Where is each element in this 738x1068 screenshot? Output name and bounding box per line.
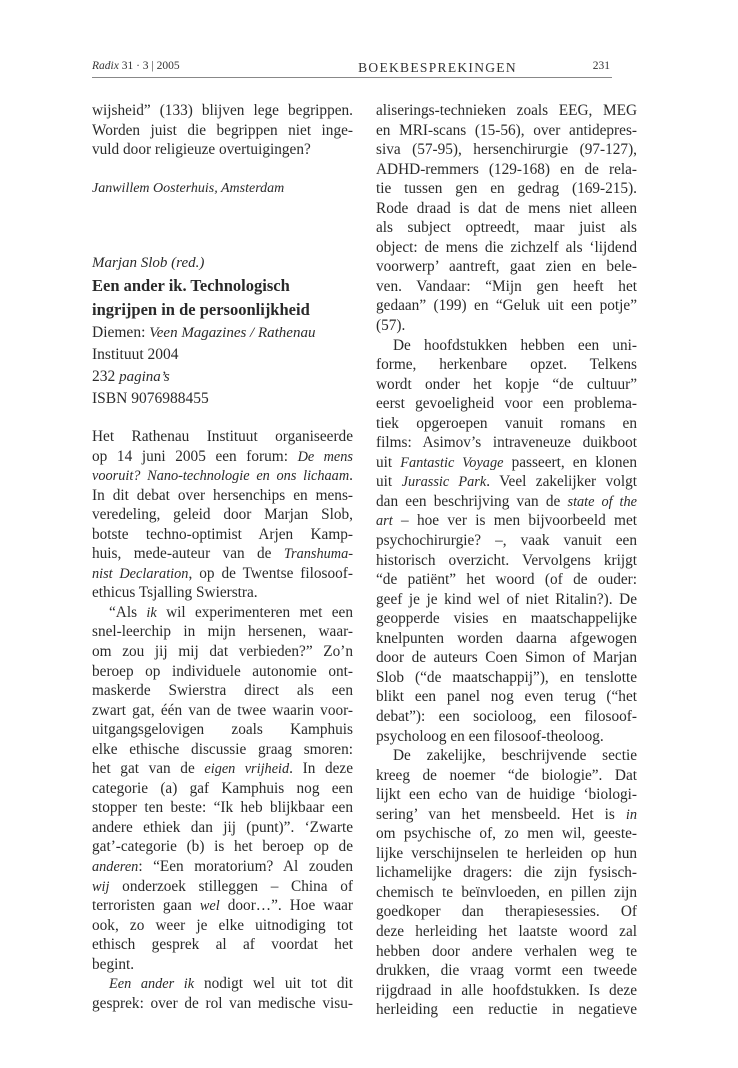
- book-publisher: [92, 322, 315, 344]
- text-line: [376, 687, 637, 707]
- italic-text: wij: [92, 878, 110, 895]
- book-publisher-line-2: Instituut 2004: [92, 346, 179, 363]
- text-line: [376, 257, 637, 277]
- text-segment: siva (57-95), hersenchirurgie (97-127),: [376, 141, 637, 159]
- text-line: [376, 883, 637, 903]
- previous-review-ending: [92, 101, 353, 160]
- text-segment: psycholoog en een filosoof-theoloog.: [376, 727, 604, 745]
- text-line: [376, 316, 637, 336]
- text-segment: maskerde Swierstra direct als een: [92, 682, 353, 700]
- text-line: [92, 525, 353, 545]
- text-segment: gedaan” (199) en “Geluk uit een potje”: [376, 297, 637, 315]
- text-line: [376, 199, 637, 219]
- text-segment: herleiding een reductie in negatieve: [376, 1001, 637, 1019]
- italic-text: De mens: [297, 448, 353, 465]
- text-line: [376, 551, 637, 571]
- text-line: [376, 433, 637, 453]
- text-line: [376, 590, 637, 610]
- italic-text: in: [625, 806, 637, 823]
- text-segment: kreeg de noemer “de biologie”. Dat: [376, 766, 637, 784]
- text-line: [92, 642, 353, 662]
- text-line: [376, 1000, 637, 1020]
- text-line: [376, 668, 637, 688]
- text-line: [92, 818, 353, 838]
- text-line: [376, 863, 637, 883]
- text-segment: . In deze: [289, 760, 353, 778]
- text-line: [376, 648, 637, 668]
- text-line: [92, 583, 353, 603]
- text-line: [376, 511, 637, 531]
- text-line: [92, 140, 353, 160]
- text-line: [376, 453, 637, 473]
- text-line: [376, 375, 637, 395]
- book-title-line-1: Een ander ik. Technologisch: [92, 276, 290, 295]
- text-segment: door de auteurs Coen Simon of Marjan: [376, 649, 637, 667]
- text-segment: chemisch te beïnvloeden, en pillen zijn: [376, 883, 637, 901]
- header-rule: [92, 77, 612, 78]
- text-line: [376, 394, 637, 414]
- text-line: [92, 603, 353, 623]
- text-segment: andere ethiek dan jij (punt)”. ‘Zwarte: [92, 818, 353, 836]
- text-segment: : “Een moratorium? Al zouden: [138, 858, 353, 876]
- text-line: [376, 707, 637, 727]
- text-line: [92, 622, 353, 642]
- book-isbn: ISBN 9076988455: [92, 390, 209, 407]
- text-segment: debat”): een socioloog, een filosoof-: [376, 707, 637, 725]
- text-line: [92, 662, 353, 682]
- paragraph: [92, 603, 353, 974]
- book-editor: Marjan Slob (red.): [92, 255, 205, 271]
- text-segment: eerst gevoeligheid voor een problema-: [376, 395, 637, 413]
- text-line: [376, 805, 637, 825]
- text-segment: ADHD-remmers (129-168) en de rela-: [376, 160, 637, 178]
- text-line: [376, 824, 637, 844]
- text-segment: wil experimenteren met een: [156, 603, 353, 621]
- text-segment: ethicus Tsjalling Swierstra.: [92, 584, 258, 602]
- text-line: [92, 466, 353, 486]
- text-line: [376, 472, 637, 492]
- text-segment: tiek opgeroepen vanuit romans en: [376, 414, 637, 432]
- text-segment: Slob (“de maatschappij”), en tenslotte: [376, 668, 637, 686]
- paragraph: [376, 101, 637, 336]
- text-line: [92, 857, 353, 877]
- text-segment: knelpunten worden daarna afgewogen: [376, 629, 637, 647]
- pages-label: pagina’s: [119, 369, 170, 385]
- text-segment: geopperde visies en maatschappelijke: [376, 610, 637, 628]
- text-segment: aliserings-technieken zoals EEG, MEG: [376, 102, 637, 119]
- text-segment: .: [349, 467, 353, 485]
- text-segment: ook, zo weer je elke uitnodiging tot: [92, 916, 353, 934]
- text-segment: het gat van de: [92, 760, 205, 778]
- text-line: [376, 785, 637, 805]
- text-line: [376, 570, 637, 590]
- text-line: [92, 544, 353, 564]
- text-segment: beroep op individuele autonomie ont-: [92, 662, 353, 680]
- text-segment: terroristen gaan: [92, 897, 200, 915]
- text-line: [376, 902, 637, 922]
- italic-text: ik: [146, 604, 157, 621]
- text-line: [92, 701, 353, 721]
- text-segment: als subject optreedt, maar juist als: [376, 219, 637, 237]
- text-segment: onderzoek stilleggen – China of: [109, 877, 353, 895]
- text-segment: tie tussen gen en gedrag (169-215).: [376, 180, 637, 198]
- text-line: [376, 160, 637, 180]
- text-segment: voorwerp’ aantreft, gaat zien en bele-: [376, 258, 637, 276]
- text-line: [92, 935, 353, 955]
- text-line: [92, 974, 353, 994]
- text-line: [92, 121, 353, 141]
- journal-name: Radix: [92, 60, 119, 72]
- text-line: [92, 955, 353, 975]
- text-segment: door…”. Hoe waar: [219, 897, 353, 915]
- text-line: [92, 896, 353, 916]
- text-line: [376, 355, 637, 375]
- text-line: [376, 766, 637, 786]
- text-segment: ethisch gesprek al af voordat het: [92, 936, 353, 954]
- text-segment: gat’-categorie (b) is het beroep op de: [92, 838, 353, 856]
- review-body-left-column: [92, 427, 353, 1013]
- text-segment: uit: [376, 473, 402, 491]
- text-segment: lichamelijke dragers: die zijn fysisch-: [376, 864, 637, 882]
- text-segment: films: Asimov’s intraveneuze duikboot: [376, 434, 637, 452]
- paragraph: [376, 336, 637, 746]
- text-segment: object: de mens die zichzelf als ‘lijdend: [376, 238, 637, 256]
- page-number: 231: [592, 60, 610, 72]
- text-line: [92, 779, 353, 799]
- text-segment: De zakelijke, beschrijvende sectie: [393, 747, 637, 765]
- publisher-name: Veen Magazines / Rathenau: [149, 325, 316, 341]
- text-segment: drukken, die vraag vormt een tweede: [376, 962, 637, 980]
- text-line: [92, 916, 353, 936]
- text-segment: uit: [376, 453, 401, 471]
- text-line: [376, 238, 637, 258]
- pages-count: 232: [92, 368, 120, 385]
- italic-text: wel: [199, 898, 220, 915]
- review-signature: Janwillem Oosterhuis, Amsterdam: [92, 181, 285, 196]
- italic-text: Fantastic Voyage: [400, 454, 504, 471]
- text-line: [376, 629, 637, 649]
- paragraph: [92, 101, 353, 160]
- text-segment: sering’ van het mensbeeld. Het is: [376, 805, 626, 823]
- text-segment: Het Rathenau Instituut organiseerde: [92, 428, 353, 445]
- text-line: [376, 727, 637, 747]
- text-line: [376, 981, 637, 1001]
- text-line: [376, 277, 637, 297]
- text-line: [376, 296, 637, 316]
- text-segment: – hoe ver is men bijvoorbeeld met: [392, 512, 637, 530]
- text-segment: In dit debat over hersenchips en mens-: [92, 486, 353, 504]
- text-segment: lijkt een echo van de huidige ‘biologi-: [376, 786, 637, 804]
- text-line: [376, 922, 637, 942]
- italic-text: vooruit? Nano-technologie en ons lichaam: [92, 468, 350, 485]
- text-segment: lijke verschijnselen te herleiden op hun: [376, 844, 637, 862]
- text-segment: nodigt wel uit tot dit: [194, 975, 353, 993]
- text-segment: botste techno-optimist Arjen Kamp-: [92, 525, 353, 543]
- text-segment: veredeling, geleid door Marjan Slob,: [92, 506, 353, 524]
- italic-text: state of the: [567, 493, 638, 510]
- text-line: [376, 140, 637, 160]
- text-segment: hebben door andere verhalen weg te: [376, 942, 637, 960]
- text-line: [376, 746, 637, 766]
- text-segment: dan een beschrijving van de: [376, 492, 568, 510]
- text-line: [376, 531, 637, 551]
- text-segment: passeert, en klonen: [503, 453, 637, 471]
- text-segment: huis, mede-auteur van de: [92, 545, 284, 563]
- text-line: [376, 492, 637, 512]
- text-line: [92, 994, 353, 1014]
- text-segment: De hoofdstukken hebben een uni-: [393, 336, 637, 354]
- text-segment: elke ethische discussie graag smoren:: [92, 740, 353, 758]
- text-segment: psychochirurgie? –, vaak vanuit een: [376, 532, 637, 550]
- text-segment: categorie (a) gaf Kamphuis nog een: [92, 779, 353, 797]
- text-line: [376, 179, 637, 199]
- italic-text: eigen vrijheid: [204, 761, 290, 778]
- italic-text: Een ander ik: [109, 976, 195, 993]
- text-segment: stopper ten beste: “Ik heb blijkbaar een: [92, 799, 353, 817]
- text-line: [376, 609, 637, 629]
- running-header-journal: [92, 60, 180, 72]
- text-segment: deze herleiding het laatste woord zal: [376, 922, 637, 940]
- text-line: [92, 877, 353, 897]
- text-segment: op 14 juni 2005 een forum:: [92, 447, 298, 465]
- text-segment: Worden juist die begrippen niet inge-: [92, 121, 353, 139]
- paragraph: [92, 974, 353, 1013]
- text-line: [376, 218, 637, 238]
- text-line: [92, 740, 353, 760]
- text-segment: uitgangsgelovigen zoals Kamphuis: [92, 721, 353, 739]
- text-segment: begint.: [92, 955, 135, 973]
- italic-text: Transhuma-: [283, 546, 353, 563]
- text-line: [92, 798, 353, 818]
- text-segment: wijsheid” (133) blijven lege begrippen.: [92, 102, 353, 119]
- text-line: [376, 961, 637, 981]
- text-segment: ven. Vandaar: “Mijn gen heeft het: [376, 277, 637, 295]
- text-segment: Rode draad is dat de mens niet alleen: [376, 199, 637, 217]
- text-line: [92, 837, 353, 857]
- italic-text: nist Declaration: [92, 565, 189, 582]
- text-line: [92, 720, 353, 740]
- text-line: [376, 336, 637, 356]
- italic-text: Jurassic Park: [401, 474, 487, 491]
- text-line: [376, 942, 637, 962]
- text-segment: historisch overzicht. Vervolgens krijgt: [376, 551, 637, 569]
- book-pages: [92, 366, 315, 388]
- text-segment: om psychische of, zo men wil, geeste-: [376, 825, 637, 843]
- text-line: [92, 447, 353, 467]
- text-segment: om zou jij mij dat verbieden?” Zo’n: [92, 643, 353, 661]
- text-line: [92, 759, 353, 779]
- journal-issue: 31 · 3 | 2005: [121, 60, 180, 72]
- text-segment: wordt onder het kopje “de cultuur”: [376, 375, 637, 393]
- text-line: [92, 486, 353, 506]
- section-title: BOEKBESPREKINGEN: [358, 60, 517, 75]
- text-segment: en MRI-scans (15-56), over antidepres-: [376, 121, 637, 139]
- text-segment: blikt een panel nog even terug (“het: [376, 688, 637, 706]
- book-info: [92, 252, 315, 410]
- review-body-right-column: [376, 101, 637, 1020]
- text-segment: (57).: [376, 317, 406, 335]
- text-segment: , op de Twentse filosoof-: [188, 564, 353, 582]
- text-line: [92, 427, 353, 447]
- publisher-place: Diemen:: [92, 324, 150, 341]
- paragraph: [376, 746, 637, 1020]
- text-segment: goedkoper dan therapiesessies. Of: [376, 903, 637, 921]
- text-line: [92, 564, 353, 584]
- text-line: [376, 844, 637, 864]
- text-segment: . Veel zakelijker volgt: [486, 473, 637, 491]
- text-segment: “de patiënt” het woord (of de ouder:: [376, 571, 637, 589]
- text-line: [92, 505, 353, 525]
- text-segment: rijgdraad in alle hoofdstukken. Is deze: [376, 981, 637, 999]
- text-segment: geef je je kind wel of niet Ritalin?). De: [376, 590, 637, 608]
- italic-text: anderen: [92, 859, 139, 876]
- text-line: [376, 414, 637, 434]
- text-line: [376, 121, 637, 141]
- text-segment: “Als: [109, 603, 147, 621]
- text-line: [92, 681, 353, 701]
- text-segment: forme, herkenbare opzet. Telkens: [376, 356, 637, 374]
- text-segment: gesprek: over de rol van medische visu-: [92, 994, 353, 1012]
- text-line: [92, 101, 353, 121]
- text-line: [376, 101, 637, 121]
- paragraph: [92, 427, 353, 603]
- text-segment: snel-leerchip in mijn hersenen, waar-: [92, 623, 353, 641]
- italic-text: art: [376, 513, 393, 530]
- text-segment: vuld door religieuze overtuigingen?: [92, 141, 311, 159]
- book-title-line-2: ingrijpen in de persoonlijkheid: [92, 300, 310, 319]
- text-segment: zwart gat, één van de twee waarin voor-: [92, 701, 353, 719]
